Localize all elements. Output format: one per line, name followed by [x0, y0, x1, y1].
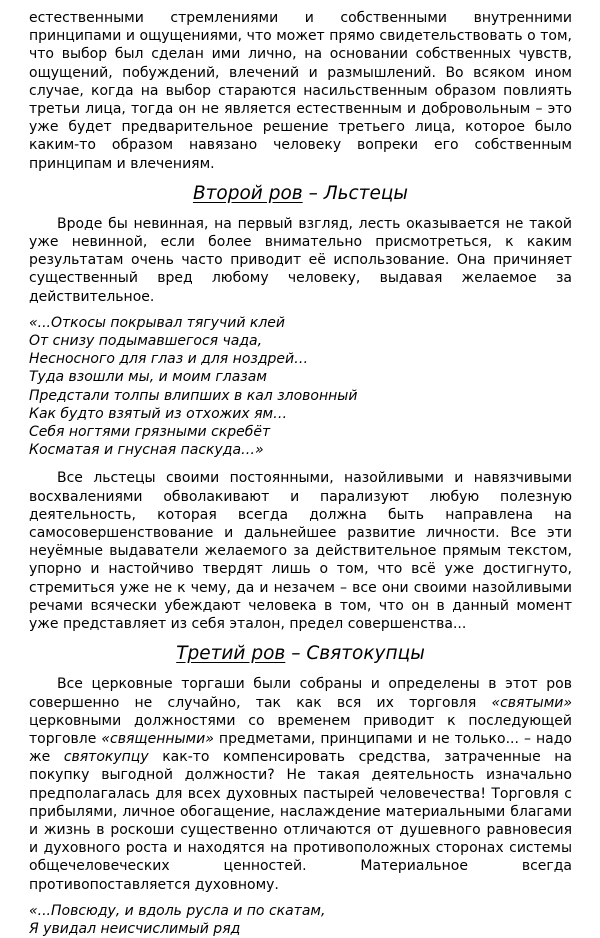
verse-line: «...Откосы покрывал тягучий клей	[29, 314, 285, 331]
document-page	[0, 9, 600, 937]
paragraph-flatterers-body: Все льстецы своими постоянными, назойливыми и навязчивыми восхвалениями обволакивают и парализуют любую полезную деятельность, которая всегда должна быть направлена на самосовершенствование и дальнейшее развитие личности. Все эти неуёмные выдаватели желаемого за действительное прямым текстом, упорно и настойчиво твердят лишь о том, что всё уже достигнуто, стремиться уже не к чему, да и незачем – все они своими назойливыми речами всячески убеждают человека в том, что он в данный момент уже представляет из себя эталон, предел совершенства...	[29, 470, 572, 633]
paragraph-continuation: естественными стремлениями и собственными внутренними принципами и ощущениями, что может прямо свидетельствовать о том, что выбор был сделан ими лично, на основании собственных чувств, ощущений, побуждений, влечений и размышлений. Во всяком ином случае, когда на выбор стараются насильственным образом повлиять третьи лица, тогда он не является естественным и добровольным – это уже будет предварительное решение третьего лица, которое было каким-то образом навязано человеку вопреки его собственным принципам и влечениям.	[29, 10, 572, 172]
verse-line: Себя ногтями грязными скребёт	[29, 424, 271, 441]
verse-line: Предстали толпы влипших в кал зловонный	[29, 387, 358, 404]
section-heading-third-ditch	[29, 642, 572, 666]
verse-line: Косматая и гнусная паскуда…»	[29, 442, 264, 459]
verse-line: От снизу подымавшегося чада,	[29, 333, 263, 350]
paragraph-flatterers-intro: Вроде бы невинная, на первый взгляд, лесть оказывается не такой уже невинной, если более внимательно присмотреться, к каким результатам очень часто приводит её использование. Она причиняет существенный вред любому человеку, выдавая желаемое за действительное.	[29, 215, 572, 305]
section-heading-second-ditch	[29, 182, 572, 206]
section-heading-subtitle: – Святокупцы	[291, 643, 425, 665]
emphasis-text: «священными»	[101, 730, 214, 747]
section-heading-title: Третий ров	[176, 643, 286, 665]
verse-quote-simoniacs	[29, 902, 572, 938]
text-run: Все церковные торгаши были собраны и определены в этот ров совершенно не случайно, так как вся их торговля	[29, 676, 572, 711]
verse-quote-flatterers	[29, 314, 572, 460]
emphasis-text: святокупцу	[63, 749, 149, 766]
section-heading-title: Второй ров	[192, 182, 303, 204]
emphasis-text: «святыми»	[491, 694, 572, 711]
text-run: предметами, принципами и не только... – надо же	[29, 730, 572, 766]
verse-line: Несносного для глаз и для ноздрей…	[29, 351, 309, 368]
verse-line: Я увидал неисчислимый ряд	[29, 920, 241, 937]
verse-line: Как будто взятый из отхожих ям…	[29, 405, 288, 422]
text-run: церковными должностями со временем приводит к последующей торговле	[29, 712, 572, 747]
section-heading-subtitle: – Льстецы	[308, 182, 409, 204]
verse-line: Туда взошли мы, и моим глазам	[29, 369, 267, 386]
paragraph-simoniacs	[29, 675, 572, 893]
verse-line: «...Повсюду, и вдоль русла и по скатам,	[29, 902, 326, 919]
text-run: как-то компенсировать средства, затраченные на покупку выгодной должности? Не такая деятельность изначально предполагалась для всех духовных пастырей человечества! Торговля с прибылями, личное обогащение, наслаждение материальными благами и жизнь в роскоши существенно отличаются от душевного равновесия и духовного роста и находятся на противоположных сторонах системы общечеловеческих ценностей. Материальное всегда противопоставляется духовному.	[29, 749, 572, 893]
